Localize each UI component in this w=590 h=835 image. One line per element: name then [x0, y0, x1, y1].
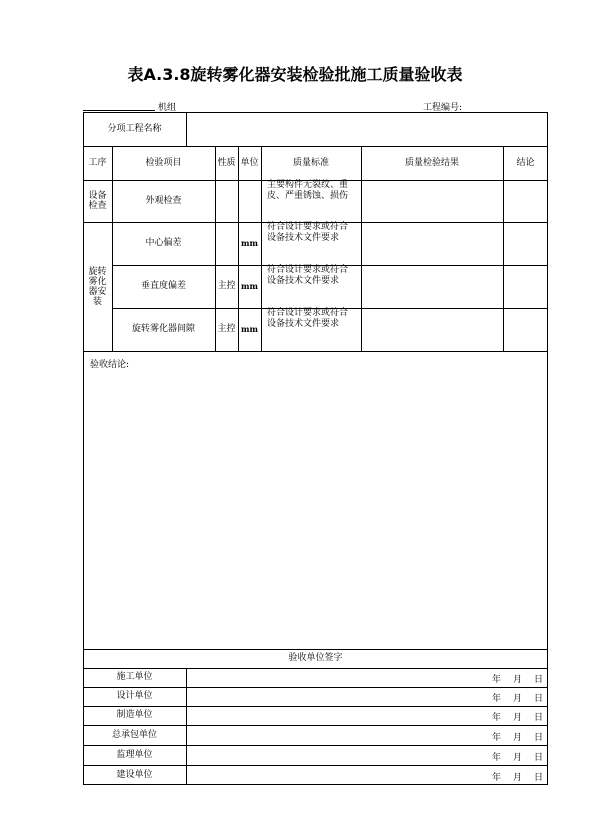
sub-project-label: 分项工程名称 — [107, 123, 162, 134]
signature-date-month: 月 — [513, 773, 523, 783]
signature-date-day: 日 — [534, 675, 544, 685]
row-nature — [215, 180, 238, 222]
process-line: 装 — [92, 296, 102, 307]
signature-unit-label: 制造单位 — [116, 710, 153, 720]
signature-date-day: 日 — [534, 694, 544, 704]
col-header-conclusion: 结论 — [516, 157, 535, 168]
process-line: 旋转 — [88, 266, 107, 277]
signature-unit-label: 监理单位 — [116, 749, 153, 760]
row-nature — [215, 222, 238, 265]
signature-date-month: 月 — [513, 694, 523, 704]
row-standard — [261, 265, 361, 308]
process-line: 设备 — [88, 191, 107, 201]
row-standard — [261, 222, 361, 265]
standard-line: 符合设计要求或符合 — [267, 265, 349, 275]
row-item: 中心偏差 — [145, 238, 182, 248]
unit-label: 机组 — [158, 103, 177, 113]
row-item: 旋转雾化器间隙 — [131, 324, 195, 334]
signature-date-year: 年 — [492, 675, 502, 685]
row-unit — [238, 180, 261, 222]
col-header-nature: 性质 — [217, 157, 236, 168]
row-nature: 主控 — [217, 281, 236, 291]
process-line: 器安 — [88, 286, 107, 297]
signature-date-year: 年 — [492, 773, 502, 783]
signature-date-year: 年 — [492, 694, 502, 704]
signature-date-day: 日 — [534, 713, 544, 723]
row-item: 垂直度偏差 — [140, 281, 186, 291]
col-header-item: 检验项目 — [145, 157, 182, 168]
standard-line: 符合设计要求或符合 — [267, 222, 349, 232]
page-title: 表A.3.8旋转雾化器安装检验批施工质量验收表 — [127, 65, 463, 84]
col-header-standard: 质量标准 — [292, 157, 329, 168]
signature-unit-label: 施工单位 — [116, 672, 153, 682]
row-unit: mm — [241, 281, 258, 291]
signature-header: 验收单位签字 — [288, 653, 343, 663]
row-item: 外观检查 — [145, 195, 182, 206]
unit-underline — [83, 110, 155, 111]
signature-date-month: 月 — [513, 753, 523, 763]
sub-project-value — [186, 112, 548, 146]
row-standard — [261, 308, 361, 351]
standard-line: 设备技术文件要求 — [267, 319, 340, 329]
row-unit: mm — [241, 238, 258, 248]
process-atomizer-install — [83, 222, 112, 351]
signature-date-year: 年 — [492, 733, 502, 743]
signature-unit-label: 总承包单位 — [111, 729, 157, 740]
process-line: 雾化 — [88, 276, 107, 287]
signature-date-month: 月 — [513, 713, 523, 723]
row-nature: 主控 — [217, 324, 236, 334]
signature-date-day: 日 — [534, 773, 544, 783]
signature-date-day: 日 — [534, 753, 544, 763]
standard-line: 设备技术文件要求 — [267, 233, 340, 243]
signature-unit-label: 建设单位 — [116, 769, 153, 780]
row-unit: mm — [241, 324, 258, 334]
col-header-result: 质量检验结果 — [404, 157, 459, 168]
signature-date-year: 年 — [492, 713, 502, 723]
standard-line: 主要构件无裂纹、重 — [267, 180, 349, 190]
project-no-label: 工程编号: — [423, 103, 463, 113]
process-line: 检查 — [88, 201, 107, 211]
col-header-process: 工序 — [88, 157, 107, 168]
conclusion-label: 验收结论: — [90, 360, 130, 370]
signature-date-day: 日 — [534, 733, 544, 743]
standard-line: 皮、严重锈蚀、损伤 — [267, 191, 349, 201]
process-equipment-check — [83, 180, 112, 222]
signature-date-year: 年 — [492, 753, 502, 763]
signature-date-month: 月 — [513, 733, 523, 743]
standard-line: 设备技术文件要求 — [267, 276, 340, 286]
signature-unit-label: 设计单位 — [116, 691, 153, 701]
standard-line: 符合设计要求或符合 — [267, 308, 349, 318]
col-header-unit: 单位 — [240, 157, 259, 168]
row-standard — [261, 180, 361, 222]
signature-date-month: 月 — [513, 675, 523, 685]
